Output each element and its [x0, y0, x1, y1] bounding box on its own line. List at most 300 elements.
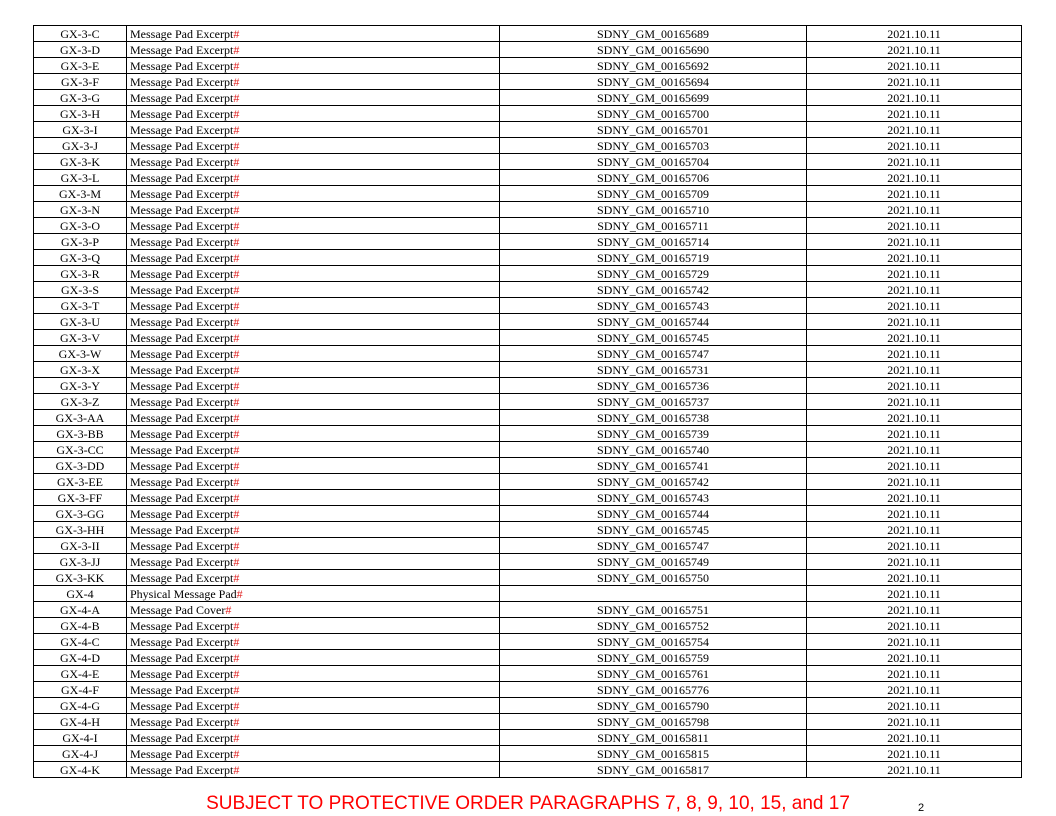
exhibit-number: GX-3-EE	[34, 474, 127, 490]
table-row	[34, 58, 1022, 74]
table-row	[34, 394, 1022, 410]
exhibit-number: GX-3-V	[34, 330, 127, 346]
bates-number: SDNY_GM_00165737	[500, 394, 807, 410]
table-row	[34, 138, 1022, 154]
description-cell	[127, 106, 500, 122]
table-row	[34, 474, 1022, 490]
description-text: Message Pad Excerpt	[130, 250, 234, 265]
date-cell: 2021.10.11	[807, 426, 1022, 442]
description-cell	[127, 330, 500, 346]
date-cell: 2021.10.11	[807, 442, 1022, 458]
description-cell	[127, 602, 500, 618]
date-cell: 2021.10.11	[807, 74, 1022, 90]
bates-number: SDNY_GM_00165751	[500, 602, 807, 618]
exhibit-number: GX-3-J	[34, 138, 127, 154]
description-text: Message Pad Excerpt	[130, 330, 234, 345]
table-row	[34, 234, 1022, 250]
table-row	[34, 90, 1022, 106]
date-cell: 2021.10.11	[807, 186, 1022, 202]
hash-mark: #	[233, 58, 240, 73]
exhibit-number: GX-3-KK	[34, 570, 127, 586]
description-text: Message Pad Excerpt	[130, 378, 234, 393]
hash-mark: #	[233, 314, 240, 329]
description-text: Message Pad Excerpt	[130, 714, 234, 729]
description-text: Message Pad Excerpt	[130, 74, 234, 89]
description-cell	[127, 42, 500, 58]
bates-number: SDNY_GM_00165694	[500, 74, 807, 90]
hash-mark: #	[233, 458, 240, 473]
description-cell	[127, 554, 500, 570]
exhibit-number: GX-3-H	[34, 106, 127, 122]
hash-mark: #	[233, 634, 240, 649]
hash-mark: #	[233, 218, 240, 233]
exhibit-number: GX-3-U	[34, 314, 127, 330]
exhibit-number: GX-3-X	[34, 362, 127, 378]
table-row	[34, 298, 1022, 314]
description-text: Message Pad Excerpt	[130, 186, 234, 201]
description-text: Message Pad Excerpt	[130, 730, 234, 745]
description-text: Message Pad Excerpt	[130, 90, 234, 105]
date-cell: 2021.10.11	[807, 394, 1022, 410]
date-cell: 2021.10.11	[807, 570, 1022, 586]
date-cell: 2021.10.11	[807, 170, 1022, 186]
hash-mark: #	[233, 522, 240, 537]
bates-number: SDNY_GM_00165761	[500, 666, 807, 682]
hash-mark: #	[233, 234, 240, 249]
exhibit-number: GX-3-K	[34, 154, 127, 170]
exhibit-number: GX-3-BB	[34, 426, 127, 442]
bates-number: SDNY_GM_00165739	[500, 426, 807, 442]
hash-mark: #	[233, 138, 240, 153]
table-row	[34, 730, 1022, 746]
description-cell	[127, 570, 500, 586]
date-cell: 2021.10.11	[807, 26, 1022, 42]
table-row	[34, 346, 1022, 362]
description-cell	[127, 698, 500, 714]
exhibit-number: GX-3-O	[34, 218, 127, 234]
table-row	[34, 154, 1022, 170]
date-cell: 2021.10.11	[807, 378, 1022, 394]
bates-number: SDNY_GM_00165742	[500, 282, 807, 298]
date-cell: 2021.10.11	[807, 490, 1022, 506]
date-cell: 2021.10.11	[807, 634, 1022, 650]
description-cell	[127, 26, 500, 42]
description-text: Message Pad Excerpt	[130, 106, 234, 121]
date-cell: 2021.10.11	[807, 762, 1022, 778]
table-row	[34, 554, 1022, 570]
bates-number: SDNY_GM_00165703	[500, 138, 807, 154]
hash-mark: #	[233, 538, 240, 553]
description-text: Message Pad Excerpt	[130, 154, 234, 169]
description-text: Message Pad Cover	[130, 602, 226, 617]
hash-mark: #	[233, 554, 240, 569]
bates-number: SDNY_GM_00165729	[500, 266, 807, 282]
exhibit-table-body	[34, 26, 1022, 778]
bates-number: SDNY_GM_00165759	[500, 650, 807, 666]
description-cell	[127, 762, 500, 778]
description-text: Message Pad Excerpt	[130, 426, 234, 441]
hash-mark: #	[233, 362, 240, 377]
table-row	[34, 410, 1022, 426]
hash-mark: #	[233, 154, 240, 169]
date-cell: 2021.10.11	[807, 250, 1022, 266]
hash-mark: #	[233, 378, 240, 393]
hash-mark: #	[233, 250, 240, 265]
description-cell	[127, 490, 500, 506]
description-cell	[127, 538, 500, 554]
date-cell: 2021.10.11	[807, 538, 1022, 554]
description-cell	[127, 90, 500, 106]
hash-mark: #	[233, 26, 240, 41]
date-cell: 2021.10.11	[807, 586, 1022, 602]
description-text: Message Pad Excerpt	[130, 122, 234, 137]
table-row	[34, 106, 1022, 122]
date-cell: 2021.10.11	[807, 154, 1022, 170]
exhibit-number: GX-3-P	[34, 234, 127, 250]
description-cell	[127, 186, 500, 202]
table-row	[34, 74, 1022, 90]
date-cell: 2021.10.11	[807, 730, 1022, 746]
hash-mark: #	[233, 570, 240, 585]
date-cell: 2021.10.11	[807, 650, 1022, 666]
description-text: Message Pad Excerpt	[130, 522, 234, 537]
description-text: Message Pad Excerpt	[130, 634, 234, 649]
description-cell	[127, 202, 500, 218]
bates-number: SDNY_GM_00165690	[500, 42, 807, 58]
protective-order-notice: SUBJECT TO PROTECTIVE ORDER PARAGRAPHS 7, 8, 9, 10, 15, and 17	[206, 793, 850, 814]
exhibit-number: GX-3-CC	[34, 442, 127, 458]
exhibit-number: GX-4-J	[34, 746, 127, 762]
description-text: Message Pad Excerpt	[130, 58, 234, 73]
description-cell	[127, 282, 500, 298]
description-cell	[127, 474, 500, 490]
hash-mark: #	[233, 426, 240, 441]
table-row	[34, 314, 1022, 330]
description-text: Message Pad Excerpt	[130, 282, 234, 297]
description-text: Physical Message Pad	[130, 586, 237, 601]
bates-number: SDNY_GM_00165754	[500, 634, 807, 650]
description-cell	[127, 298, 500, 314]
description-cell	[127, 410, 500, 426]
exhibit-number: GX-3-I	[34, 122, 127, 138]
bates-number: SDNY_GM_00165741	[500, 458, 807, 474]
hash-mark: #	[233, 698, 240, 713]
bates-number: SDNY_GM_00165747	[500, 346, 807, 362]
table-row	[34, 506, 1022, 522]
exhibit-number: GX-3-N	[34, 202, 127, 218]
description-cell	[127, 266, 500, 282]
bates-number: SDNY_GM_00165790	[500, 698, 807, 714]
table-row	[34, 522, 1022, 538]
table-row	[34, 26, 1022, 42]
bates-number: SDNY_GM_00165744	[500, 506, 807, 522]
table-row	[34, 218, 1022, 234]
table-row	[34, 122, 1022, 138]
description-text: Message Pad Excerpt	[130, 410, 234, 425]
table-row	[34, 634, 1022, 650]
exhibit-number: GX-3-T	[34, 298, 127, 314]
table-row	[34, 282, 1022, 298]
exhibit-number: GX-3-HH	[34, 522, 127, 538]
exhibit-number: GX-3-G	[34, 90, 127, 106]
table-row	[34, 698, 1022, 714]
description-cell	[127, 58, 500, 74]
date-cell: 2021.10.11	[807, 282, 1022, 298]
table-row	[34, 202, 1022, 218]
description-text: Message Pad Excerpt	[130, 554, 234, 569]
description-text: Message Pad Excerpt	[130, 682, 234, 697]
hash-mark: #	[233, 666, 240, 681]
date-cell: 2021.10.11	[807, 298, 1022, 314]
table-row	[34, 490, 1022, 506]
date-cell: 2021.10.11	[807, 458, 1022, 474]
hash-mark: #	[233, 106, 240, 121]
bates-number: SDNY_GM_00165689	[500, 26, 807, 42]
description-cell	[127, 730, 500, 746]
hash-mark: #	[233, 266, 240, 281]
description-cell	[127, 522, 500, 538]
hash-mark: #	[233, 410, 240, 425]
date-cell: 2021.10.11	[807, 218, 1022, 234]
bates-number: SDNY_GM_00165745	[500, 522, 807, 538]
exhibit-number: GX-4-G	[34, 698, 127, 714]
bates-number: SDNY_GM_00165692	[500, 58, 807, 74]
hash-mark: #	[233, 122, 240, 137]
description-cell	[127, 378, 500, 394]
exhibit-number: GX-3-Q	[34, 250, 127, 266]
table-row	[34, 170, 1022, 186]
exhibit-number: GX-3-E	[34, 58, 127, 74]
date-cell: 2021.10.11	[807, 122, 1022, 138]
hash-mark: #	[233, 730, 240, 745]
date-cell: 2021.10.11	[807, 106, 1022, 122]
hash-mark: #	[236, 586, 243, 601]
table-row	[34, 442, 1022, 458]
table-row	[34, 666, 1022, 682]
description-text: Message Pad Excerpt	[130, 650, 234, 665]
bates-number: SDNY_GM_00165736	[500, 378, 807, 394]
bates-number: SDNY_GM_00165749	[500, 554, 807, 570]
exhibit-number: GX-3-M	[34, 186, 127, 202]
bates-number: SDNY_GM_00165738	[500, 410, 807, 426]
table-row	[34, 762, 1022, 778]
description-text: Message Pad Excerpt	[130, 458, 234, 473]
description-cell	[127, 442, 500, 458]
date-cell: 2021.10.11	[807, 266, 1022, 282]
hash-mark: #	[233, 618, 240, 633]
bates-number: SDNY_GM_00165699	[500, 90, 807, 106]
table-row	[34, 714, 1022, 730]
date-cell: 2021.10.11	[807, 746, 1022, 762]
exhibit-number: GX-3-II	[34, 538, 127, 554]
description-cell	[127, 234, 500, 250]
date-cell: 2021.10.11	[807, 714, 1022, 730]
exhibit-number: GX-4-H	[34, 714, 127, 730]
description-cell	[127, 714, 500, 730]
table-row	[34, 250, 1022, 266]
date-cell: 2021.10.11	[807, 58, 1022, 74]
description-cell	[127, 394, 500, 410]
page-number: 2	[918, 802, 925, 814]
date-cell: 2021.10.11	[807, 682, 1022, 698]
bates-number: SDNY_GM_00165745	[500, 330, 807, 346]
description-text: Message Pad Excerpt	[130, 490, 234, 505]
description-text: Message Pad Excerpt	[130, 298, 234, 313]
exhibit-number: GX-4-A	[34, 602, 127, 618]
table-row	[34, 570, 1022, 586]
description-cell	[127, 666, 500, 682]
description-text: Message Pad Excerpt	[130, 234, 234, 249]
hash-mark: #	[233, 762, 240, 777]
exhibit-number: GX-3-FF	[34, 490, 127, 506]
bates-number: SDNY_GM_00165747	[500, 538, 807, 554]
bates-number: SDNY_GM_00165752	[500, 618, 807, 634]
bates-number: SDNY_GM_00165709	[500, 186, 807, 202]
description-cell	[127, 74, 500, 90]
exhibit-number: GX-3-GG	[34, 506, 127, 522]
description-cell	[127, 250, 500, 266]
exhibit-number: GX-3-S	[34, 282, 127, 298]
exhibit-number: GX-4-C	[34, 634, 127, 650]
date-cell: 2021.10.11	[807, 330, 1022, 346]
exhibit-number: GX-4-D	[34, 650, 127, 666]
exhibit-number: GX-3-W	[34, 346, 127, 362]
bates-number: SDNY_GM_00165704	[500, 154, 807, 170]
hash-mark: #	[233, 186, 240, 201]
description-text: Message Pad Excerpt	[130, 442, 234, 457]
date-cell: 2021.10.11	[807, 506, 1022, 522]
description-cell	[127, 122, 500, 138]
exhibit-number: GX-3-F	[34, 74, 127, 90]
table-row	[34, 602, 1022, 618]
table-row	[34, 186, 1022, 202]
description-text: Message Pad Excerpt	[130, 538, 234, 553]
description-cell	[127, 218, 500, 234]
date-cell: 2021.10.11	[807, 618, 1022, 634]
description-text: Message Pad Excerpt	[130, 746, 234, 761]
table-row	[34, 378, 1022, 394]
hash-mark: #	[233, 298, 240, 313]
date-cell: 2021.10.11	[807, 602, 1022, 618]
description-cell	[127, 682, 500, 698]
hash-mark: #	[233, 74, 240, 89]
date-cell: 2021.10.11	[807, 234, 1022, 250]
description-text: Message Pad Excerpt	[130, 26, 234, 41]
table-row	[34, 538, 1022, 554]
date-cell: 2021.10.11	[807, 474, 1022, 490]
bates-number: SDNY_GM_00165744	[500, 314, 807, 330]
hash-mark: #	[233, 506, 240, 521]
table-row	[34, 42, 1022, 58]
hash-mark: #	[233, 282, 240, 297]
date-cell: 2021.10.11	[807, 138, 1022, 154]
bates-number: SDNY_GM_00165742	[500, 474, 807, 490]
description-cell	[127, 586, 500, 602]
description-text: Message Pad Excerpt	[130, 474, 234, 489]
exhibit-number: GX-3-JJ	[34, 554, 127, 570]
bates-number: SDNY_GM_00165750	[500, 570, 807, 586]
bates-number: SDNY_GM_00165817	[500, 762, 807, 778]
description-text: Message Pad Excerpt	[130, 170, 234, 185]
bates-number: SDNY_GM_00165740	[500, 442, 807, 458]
exhibit-number: GX-3-Z	[34, 394, 127, 410]
bates-number: SDNY_GM_00165719	[500, 250, 807, 266]
date-cell: 2021.10.11	[807, 346, 1022, 362]
table-row	[34, 426, 1022, 442]
hash-mark: #	[233, 202, 240, 217]
bates-number: SDNY_GM_00165731	[500, 362, 807, 378]
table-row	[34, 618, 1022, 634]
bates-number: SDNY_GM_00165701	[500, 122, 807, 138]
exhibit-number: GX-3-AA	[34, 410, 127, 426]
hash-mark: #	[233, 90, 240, 105]
bates-number: SDNY_GM_00165776	[500, 682, 807, 698]
date-cell: 2021.10.11	[807, 522, 1022, 538]
bates-number: SDNY_GM_00165706	[500, 170, 807, 186]
date-cell: 2021.10.11	[807, 362, 1022, 378]
description-text: Message Pad Excerpt	[130, 618, 234, 633]
exhibit-number: GX-3-L	[34, 170, 127, 186]
exhibit-table	[33, 25, 1022, 778]
table-row	[34, 682, 1022, 698]
description-text: Message Pad Excerpt	[130, 138, 234, 153]
description-text: Message Pad Excerpt	[130, 698, 234, 713]
hash-mark: #	[233, 330, 240, 345]
date-cell: 2021.10.11	[807, 42, 1022, 58]
description-text: Message Pad Excerpt	[130, 570, 234, 585]
description-text: Message Pad Excerpt	[130, 762, 234, 777]
hash-mark: #	[233, 682, 240, 697]
exhibit-number: GX-3-R	[34, 266, 127, 282]
hash-mark: #	[233, 346, 240, 361]
exhibit-number: GX-4-B	[34, 618, 127, 634]
bates-number: SDNY_GM_00165711	[500, 218, 807, 234]
description-text: Message Pad Excerpt	[130, 42, 234, 57]
hash-mark: #	[225, 602, 232, 617]
hash-mark: #	[233, 746, 240, 761]
description-text: Message Pad Excerpt	[130, 394, 234, 409]
bates-number: SDNY_GM_00165743	[500, 490, 807, 506]
description-text: Message Pad Excerpt	[130, 666, 234, 681]
hash-mark: #	[233, 442, 240, 457]
date-cell: 2021.10.11	[807, 410, 1022, 426]
description-cell	[127, 426, 500, 442]
description-cell	[127, 506, 500, 522]
description-text: Message Pad Excerpt	[130, 362, 234, 377]
description-cell	[127, 746, 500, 762]
description-cell	[127, 362, 500, 378]
date-cell: 2021.10.11	[807, 90, 1022, 106]
exhibit-number: GX-3-Y	[34, 378, 127, 394]
exhibit-number: GX-4-E	[34, 666, 127, 682]
description-cell	[127, 170, 500, 186]
hash-mark: #	[233, 714, 240, 729]
exhibit-number: GX-4-I	[34, 730, 127, 746]
description-cell	[127, 154, 500, 170]
exhibit-number: GX-4-K	[34, 762, 127, 778]
date-cell: 2021.10.11	[807, 202, 1022, 218]
description-cell	[127, 314, 500, 330]
bates-number: SDNY_GM_00165811	[500, 730, 807, 746]
hash-mark: #	[233, 170, 240, 185]
hash-mark: #	[233, 650, 240, 665]
description-cell	[127, 650, 500, 666]
bates-number	[500, 586, 807, 602]
bates-number: SDNY_GM_00165815	[500, 746, 807, 762]
bates-number: SDNY_GM_00165798	[500, 714, 807, 730]
description-cell	[127, 346, 500, 362]
description-text: Message Pad Excerpt	[130, 506, 234, 521]
